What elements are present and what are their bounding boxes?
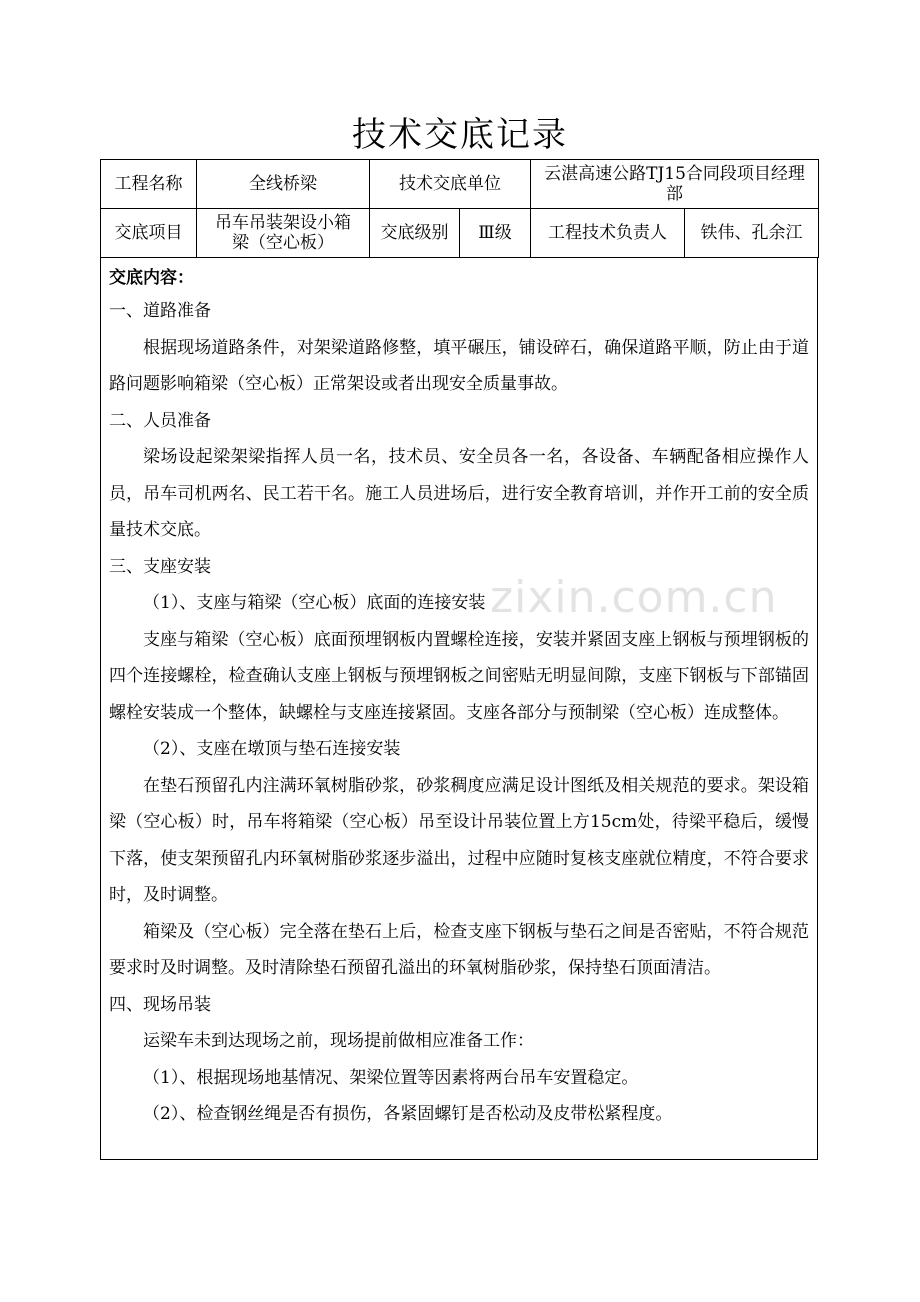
header-table	[100, 159, 819, 258]
unit-value: 云湛高速公路TJ15合同段项目经理部	[531, 160, 819, 209]
unit-label: 技术交底单位	[370, 160, 531, 209]
section-4-heading: 四、现场吊装	[109, 994, 211, 1015]
content-label: 交底内容：	[109, 268, 194, 288]
header-row-1	[101, 160, 819, 209]
section-3-paragraph-2: 在垫石预留孔内注满环氧树脂砂浆，砂浆稠度应满足设计图纸及相关规范的要求。架设箱梁（空心板）时，吊车将箱梁（空心板）吊至设计吊装位置上方15cm处，待梁平稳后，缓慢下落，使支架预留孔内环氧树脂砂浆逐步溢出，过程中应随时复核支座就位精度，不符合要求时，及时调整。	[109, 775, 809, 905]
section-3-heading: 三、支座安装	[109, 556, 211, 577]
engineer-label: 工程技术负责人	[531, 209, 685, 258]
section-4-paragraph: 运梁车未到达现场之前，现场提前做相应准备工作：	[143, 1031, 534, 1051]
document-title: 技术交底记录	[352, 115, 568, 155]
level-label: 交底级别	[370, 209, 460, 258]
section-4-item-1: （1）、根据现场地基情况、架梁位置等因素将两台吊车安置稳定。	[143, 1067, 639, 1088]
project-name-label: 工程名称	[101, 160, 197, 209]
header-row-2	[101, 209, 819, 258]
item-label: 交底项目	[101, 209, 197, 258]
content-box	[100, 257, 818, 1160]
engineer-value: 铁伟、孔余江	[685, 209, 819, 258]
watermark: zixin.com.cn	[490, 572, 778, 623]
section-3-subheading-1: （1）、支座与箱梁（空心板）底面的连接安装	[143, 593, 486, 613]
content-body	[101, 257, 817, 1133]
section-3-subheading-2: （2）、支座在墩顶与垫石连接安装	[143, 739, 401, 759]
project-name-value: 全线桥梁	[197, 160, 370, 209]
section-3-paragraph-1: 支座与箱梁（空心板）底面预埋钢板内置螺栓连接，安装并紧固支座上钢板与预埋钢板的四个连接螺栓，检查确认支座上钢板与预埋钢板之间密贴无明显间隙，支座下钢板与下部锚固螺栓安装成一个整体，缺螺栓与支座连接紧固。支座各部分与预制梁（空心板）连成整体。	[109, 629, 809, 723]
section-1-paragraph: 根据现场道路条件，对架梁道路修整，填平碾压，铺设碎石，确保道路平顺，防止由于道路问题影响箱梁（空心板）正常架设或者出现安全质量事故。	[109, 337, 809, 394]
section-4-item-2: （2）、检查钢丝绳是否有损伤，各紧固螺钉是否松动及皮带松紧程度。	[143, 1104, 673, 1124]
level-value: Ⅲ级	[460, 209, 531, 258]
section-1-heading: 一、道路准备	[109, 301, 211, 321]
section-2-heading: 二、人员准备	[109, 410, 211, 431]
section-2-paragraph: 梁场设起梁架梁指挥人员一名，技术员、安全员各一名，各设备、车辆配备相应操作人员，吊车司机两名、民工若干名。施工人员进场后，进行安全教育培训，并作开工前的安全质量技术交底。	[109, 447, 809, 540]
item-value: 吊车吊装架设小箱梁（空心板）	[197, 209, 370, 258]
section-3-paragraph-3: 箱梁及（空心板）完全落在垫石上后，检查支座下钢板与垫石之间是否密贴，不符合规范要求时及时调整。及时清除垫石预留孔溢出的环氧树脂砂浆，保持垫石顶面清洁。	[109, 921, 809, 978]
